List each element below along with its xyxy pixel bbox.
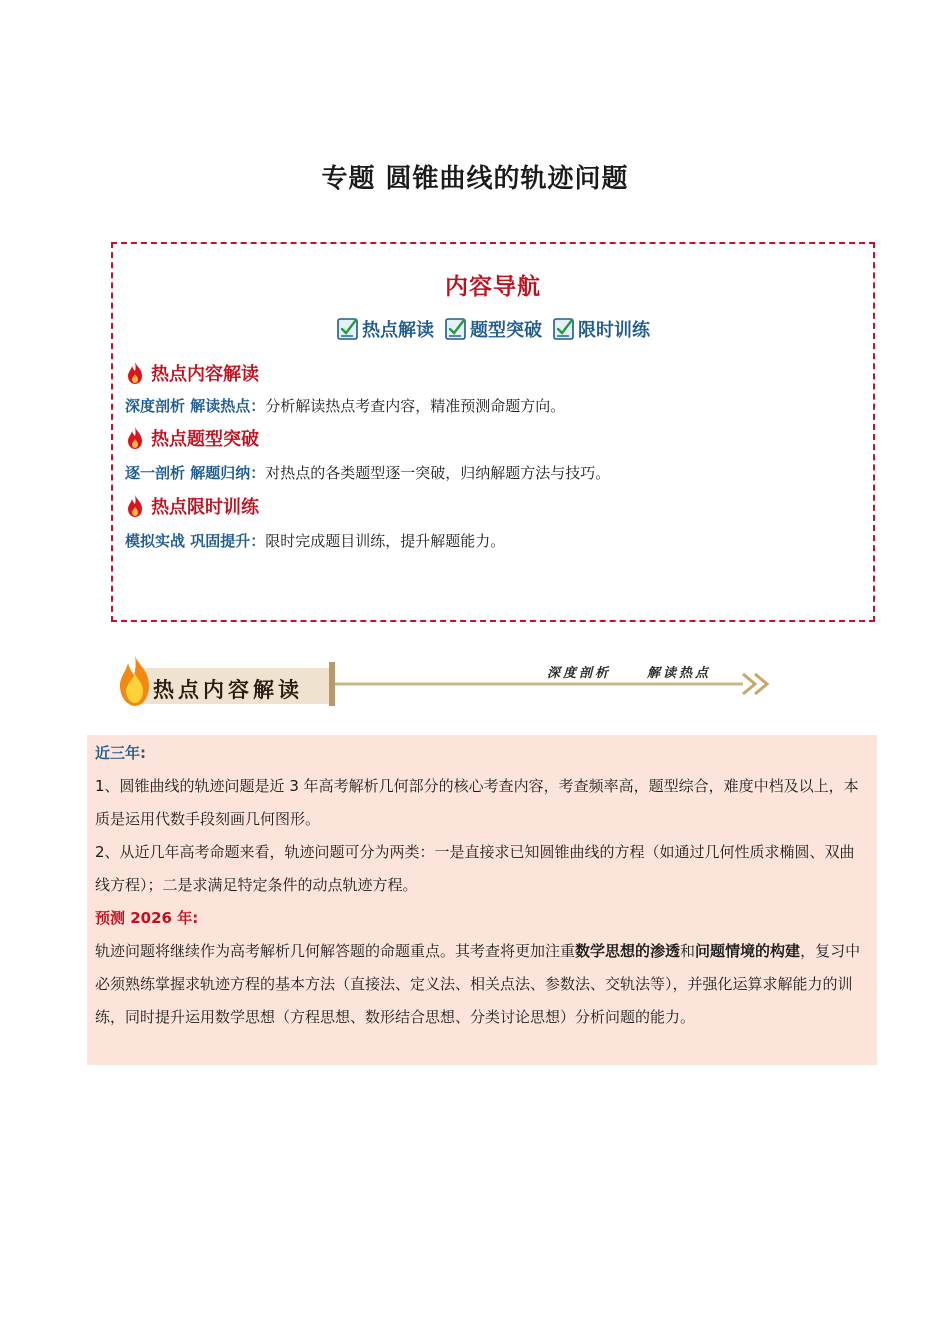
section-description-hotspot — [125, 395, 565, 416]
section-key: 逐一剖析 解题归纳 — [125, 464, 251, 482]
nav-link-questions[interactable] — [444, 316, 542, 342]
flame-icon — [125, 426, 145, 450]
section-banner — [115, 652, 775, 712]
nav-link-label: 热点解读 — [362, 320, 434, 341]
flame-icon — [125, 361, 145, 385]
banner-title: 热点内容解读 — [153, 677, 303, 702]
banner-tag-interpret: 解读热点 — [647, 666, 712, 681]
section-key-colon: ： — [250, 397, 266, 415]
paragraph-3-part: 和 — [680, 942, 696, 960]
section-key-colon: ： — [250, 532, 266, 550]
nav-title: 内容导航 — [445, 274, 541, 300]
nav-link-label: 限时训练 — [578, 320, 650, 341]
emphasis-math-thinking: 数学思想的渗透 — [575, 942, 681, 960]
nav-link-label: 题型突破 — [470, 320, 542, 341]
page-title: 专题 圆锥曲线的轨迹问题 — [321, 164, 629, 194]
section-heading-label: 热点题型突破 — [151, 429, 259, 450]
checklist-icon — [552, 317, 576, 341]
paragraph-1: 1、圆锥曲线的轨迹问题是近 3 年高考解析几何部分的核心考查内容，考查频率高，题型综合，难度中档及以上，本质是运用代数手段刻画几何图形。 — [95, 777, 859, 828]
section-description-questions — [125, 462, 610, 483]
nav-links — [113, 316, 873, 342]
nav-link-hotspot[interactable] — [336, 316, 434, 342]
content-navigation-box — [111, 242, 875, 622]
section-heading-label: 热点限时训练 — [151, 497, 259, 518]
content-box — [87, 735, 877, 1065]
section-description-training — [125, 530, 505, 551]
paragraph-3-part: 轨迹问题将继续作为高考解析几何解答题的命题重点。其考查将更加注重 — [95, 942, 576, 960]
section-key: 深度剖析 解读热点 — [125, 397, 251, 415]
paragraph-3 — [95, 935, 869, 1034]
section-text: 对热点的各类题型逐一突破，归纳解题方法与技巧。 — [265, 464, 611, 482]
section-heading-questions — [125, 425, 259, 451]
nav-link-training[interactable] — [552, 316, 650, 342]
recent-years-label: 近三年: — [95, 744, 146, 762]
section-key-colon: ： — [250, 464, 266, 482]
paragraph-3-part: ，复习中必须熟练掌握求轨迹方程的基本方法（直接法、定义法、相关点法、参数法、交轨法等），并强化运算求解能力的训练，同时提升运用数学思想（方程思想、数形结合思想、分类讨论思想）分析问题的能力。 — [95, 942, 861, 1026]
prediction-label: 预测 2026 年: — [95, 909, 199, 927]
emphasis-problem-context: 问题情境的构建 — [695, 942, 801, 960]
section-heading-label: 热点内容解读 — [151, 364, 259, 385]
section-heading-training — [125, 493, 259, 519]
section-heading-hotspot — [125, 360, 259, 386]
flame-icon — [125, 494, 145, 518]
section-text: 限时完成题目训练，提升解题能力。 — [265, 532, 506, 550]
banner-tag-analysis: 深度剖析 — [547, 666, 612, 681]
section-text: 分析解读热点考查内容，精准预测命题方向。 — [265, 397, 566, 415]
fire-icon — [115, 654, 155, 708]
checklist-icon — [444, 317, 468, 341]
paragraph-2: 2、从近几年高考命题来看，轨迹问题可分为两类：一是直接求已知圆锥曲线的方程（如通过几何性质求椭圆、双曲线方程）；二是求满足特定条件的动点轨迹方程。 — [95, 843, 855, 894]
section-key: 模拟实战 巩固提升 — [125, 532, 251, 550]
checklist-icon — [336, 317, 360, 341]
